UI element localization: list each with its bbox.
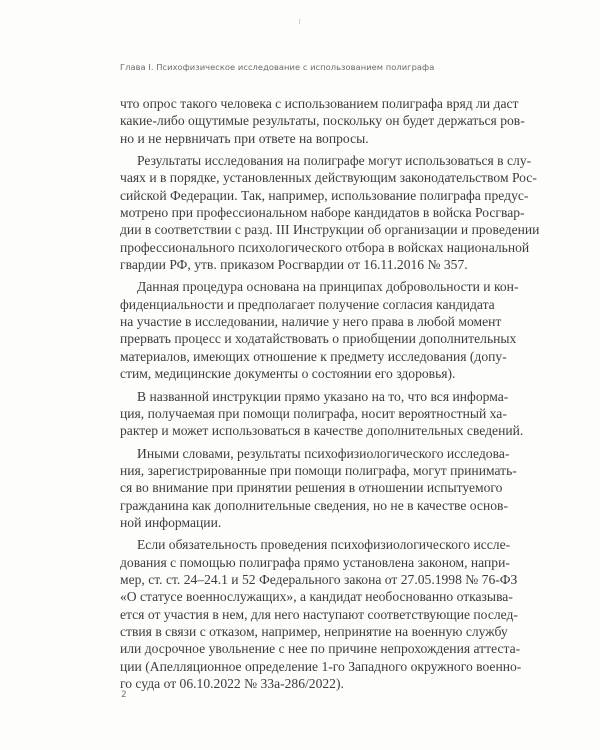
text-line: мотрено при профессиональном наборе кандидатов в войска Росгвар- — [120, 205, 525, 221]
text-line: Если обязательность проведения психофизиологического иссле- — [137, 537, 511, 553]
text-line: ется от участия в нем, для него наступают соответствующие послед- — [120, 606, 518, 622]
text-line: на участие в исследовании, наличие у него права в любой момент — [120, 314, 502, 330]
paragraph — [120, 445, 517, 532]
text-line: прервать процесс и ходатайствовать о приобщении дополнительных — [120, 331, 517, 347]
text-line: ция, получаемая при помощи полиграфа, носит вероятностный ха- — [120, 405, 507, 421]
text-line: рактер и может использоваться в качестве дополнительных сведений. — [120, 423, 524, 439]
text-line: ствия в связи с отказом, например, непринятие на военную службу — [120, 623, 508, 639]
text-line: но и не нервничать при ответе на вопросы. — [120, 130, 369, 146]
text-line: чаях и в порядке, установленных действующим законодательством Рос- — [120, 170, 537, 186]
text-line: Данная процедура основана на принципах добровольности и кон- — [137, 279, 519, 295]
paragraph — [120, 388, 524, 440]
text-line: мер, ст. ст. 24–24.1 и 52 Федерального закона от 27.05.1998 № 76-ФЗ — [120, 571, 518, 587]
text-line: или досрочное увольнение с нее по причине непрохождения аттеста- — [120, 641, 521, 657]
paragraph — [120, 536, 522, 692]
text-line: Иными словами, результаты психофизиологического исследова- — [137, 445, 510, 461]
text-line: дии в соответствии с разд. III Инструкции об организации и проведении — [120, 222, 540, 238]
text-line: стим, медицинские документы о состоянии его здоровья). — [120, 366, 456, 382]
page-number: 2 — [121, 690, 127, 700]
text-line: ной информации. — [120, 514, 222, 530]
text-line: го суда от 06.10.2022 № 33а-286/2022). — [120, 676, 344, 691]
text-line: профессионального психологического отбора в войсках национальной — [120, 239, 530, 255]
text-line: сийской Федерации. Так, например, использование полиграфа предус- — [120, 187, 529, 203]
text-line: дования с помощью полиграфа прямо установлена законом, напри- — [120, 554, 510, 570]
text-line: что опрос такого человека с использованием полиграфа вряд ли даст — [120, 96, 519, 111]
text-line: материалов, имеющих отношение к предмету исследования (допу- — [120, 348, 507, 364]
text-line: В названной инструкции прямо указано на то, что вся информа- — [137, 388, 509, 404]
body-text — [120, 95, 540, 697]
text-line: фиденциальности и предполагает получение согласия кандидата — [120, 296, 495, 312]
running-header: Глава I. Психофизическое исследование с использованием полиграфа — [120, 62, 435, 72]
paragraph — [120, 95, 525, 147]
text-line: Результаты исследования на полиграфе могут использоваться в слу- — [137, 153, 532, 169]
text-line: ся во внимание при принятии решения в отношении испытуемого — [120, 480, 503, 496]
paragraph — [120, 152, 540, 273]
paragraph — [120, 278, 519, 382]
text-line: гвардии РФ, утв. приказом Росгвардии от 16.11.2016 № 357. — [120, 257, 468, 273]
scan-mark — [299, 19, 300, 24]
text-line: «О статусе военнослужащих», а кандидат необоснованно отказыва- — [120, 589, 513, 605]
text-line: гражданина как дополнительные сведения, но не в качестве основ- — [120, 497, 508, 513]
text-line: ния, зарегистрированные при помощи полиграфа, могут принимать- — [120, 462, 517, 478]
text-line: какие-либо ощутимые результаты, поскольку он будет держаться ров- — [120, 113, 525, 129]
text-line: ции (Апелляционное определение 1-го Западного окружного военно- — [120, 658, 522, 674]
